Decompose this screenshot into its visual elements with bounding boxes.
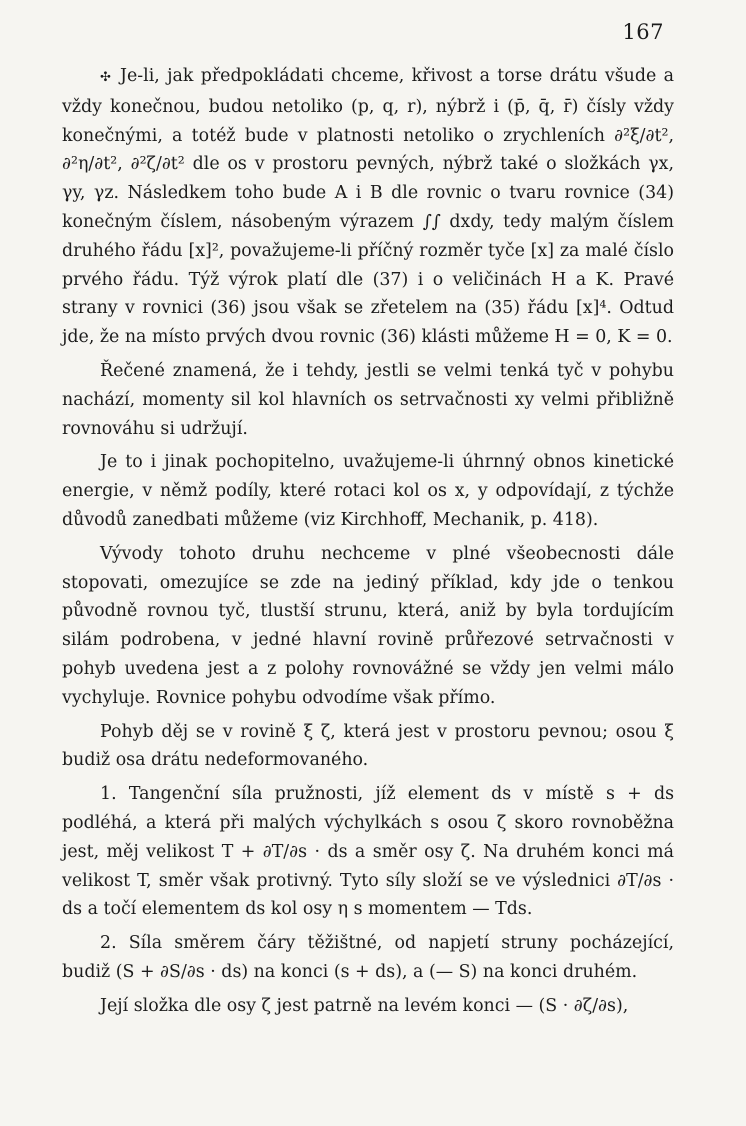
paragraph-2: Řečené znamená, že i tehdy, jestli se velmi tenká tyč v pohybu nachází, momenty sil kol hlavních os setrvačnosti xy velmi přibližně rovnováhu si udržují. xyxy=(62,360,674,439)
paragraph-1-text: Je-li, jak předpokládati chceme, křivost a torse drátu všude a vždy konečnou, budou netoliko (p, q, r), nýbrž i (p̄, q̄, r̄) čísly vždy konečnými, a totéž bude v platnosti netoliko o zrychleních ∂²ξ/∂t², ∂²η/∂t², ∂²ζ/∂t² dle os v prostoru pevných, nýbrž také o složkách γx, γy, γz. Následkem toho bude A i B dle rovnic o tvaru rovnice (34) konečným číslem, násobeným výrazem ∫∫ dxdy, tedy malým číslem druhého řádu [x]², považujeme-li příčný rozměr tyče [x] za malé číslo prvého řádu. Týž výrok platí dle (37) i o veličinách H a K. Pravé strany v rovnici (36) jsou však se zřetelem na (35) řádu [x]⁴. Odtud jde, že na místo prvých dvou rovnic (36) klásti můžeme H = 0, K = 0. xyxy=(62,66,674,348)
paragraph-1 xyxy=(62,62,674,352)
paragraph-3: Je to i jinak pochopitelno, uvažujeme-li úhrnný obnos kinetické energie, v němž podíly, které rotaci kol os x, y odpovídají, z týchže důvodů zanedbati můžeme (viz Kirchhoff, Mechanik, p. 418). xyxy=(62,452,674,530)
paragraph-8: Její složka dle osy ζ jest patrně na levém konci — (S · ∂ζ/∂s), xyxy=(100,995,629,1016)
ornament-icon: ✣ xyxy=(100,70,111,85)
page-number: 167 xyxy=(622,20,664,44)
body-text xyxy=(62,62,674,1026)
paragraph-6: 1. Tangenční síla pružnosti, jíž element ds v místě s + ds podléhá, a která při malých výchylkách s osou ζ skoro rovnoběžna jest, měj velikost T + ∂T/∂s · ds a směr osy ζ. Na druhém konci má velikost T, směr však protivný. Tyto síly složí se ve výslednici ∂T/∂s · ds a točí elementem ds kol osy η s momentem — Tds. xyxy=(62,784,674,920)
paragraph-5: Pohyb děj se v rovině ξ ζ, která jest v prostoru pevnou; osou ξ budiž osa drátu nedeformovaného. xyxy=(62,721,674,771)
paragraph-7: 2. Síla směrem čáry těžištné, od napjetí struny pocházející, budiž (S + ∂S/∂s · ds) na konci (s + ds), a (— S) na konci druhém. xyxy=(62,933,674,982)
paragraph-4: Vývody tohoto druhu nechceme v plné všeobecnosti dále stopovati, omezujíce se zde na jediný příklad, kdy jde o tenkou původně rovnou tyč, tlustší strunu, která, aniž by byla tordujícím silám podrobena, v jedné hlavní rovině průřezové setrvačnosti v pohyb uvedena jest a z polohy rovnovážné se vždy jen velmi málo vychyluje. Rovnice pohybu odvodíme však přímo. xyxy=(62,543,674,708)
